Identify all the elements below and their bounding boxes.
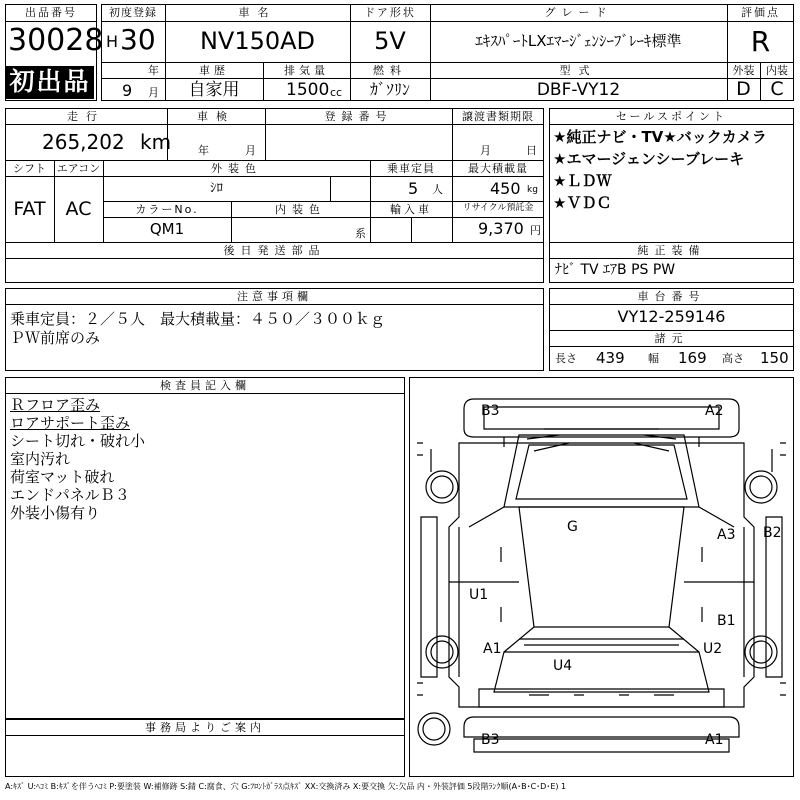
sales-point-item: ★純正ナビ・TV★バックカメラ — [553, 128, 767, 146]
height: 150 — [760, 349, 789, 367]
inspector-line: 荷室マット破れ — [10, 468, 115, 486]
exterior-color: ｼﾛ — [210, 181, 223, 196]
reg-year-unit: 年 — [148, 64, 159, 77]
color-label: 外装色 — [211, 162, 262, 175]
reg-number-label: 登録番号 — [324, 110, 393, 123]
color-number-label: カラーNo. — [135, 203, 199, 216]
door-type: 5V — [374, 27, 406, 55]
width-label: 幅 — [648, 352, 659, 365]
height-label: 高さ — [722, 352, 744, 365]
recycle-fee: 9,370 — [478, 219, 524, 238]
office-label: 事務局よりご案内 — [145, 721, 265, 734]
ac: AC — [65, 198, 92, 220]
shift-label: シフト — [13, 162, 46, 175]
first-listing-label: 初出品 — [9, 67, 91, 96]
import-label: 輸入車 — [390, 203, 432, 216]
chassis-number: VY12-259146 — [617, 307, 726, 326]
equipment: ﾅﾋﾞ TV ｴｱB PS PW — [555, 262, 676, 278]
max-load-unit: kg — [527, 185, 538, 195]
length: 439 — [596, 349, 625, 367]
transfer-day-unit: 日 — [526, 144, 537, 157]
score-label: 評価点 — [741, 6, 780, 19]
grade: ｴｷｽﾊﾟｰﾄLXｴﾏｰｼﾞｪﾝｼｰﾌﾞﾚｰｷ標準 — [475, 32, 682, 50]
car-diagram — [409, 377, 794, 777]
inspector-line: シート切れ・破れ小 — [10, 432, 146, 450]
mileage: 265,202 — [42, 130, 125, 154]
door-label: ドア形状 — [364, 6, 416, 19]
damage-mark: A3 — [717, 527, 736, 543]
reg-month: 9 — [122, 81, 133, 100]
recycle-fee-unit: 円 — [530, 224, 541, 237]
sales-point-item: ★ＶＤＣ — [553, 194, 612, 212]
damage-mark: U1 — [469, 587, 489, 603]
model-label: 型式 — [559, 64, 598, 77]
inspector-line: 室内汚れ — [10, 450, 71, 468]
interior-color-label: 内装色 — [275, 203, 326, 216]
ac-label: エアコン — [56, 162, 101, 175]
load-label: 最大積載量 — [468, 162, 528, 175]
mileage-label: 走行 — [67, 110, 105, 123]
car-name-label: 車名 — [238, 6, 277, 19]
length-label: 長さ — [555, 352, 577, 365]
damage-mark: B3 — [481, 732, 500, 748]
interior-color-unit: 系 — [355, 227, 366, 240]
notes-line: ＰＷ前席のみ — [10, 329, 101, 347]
reg-era: H — [106, 32, 119, 51]
reg-label: 初度登録 — [109, 6, 157, 19]
sales-points-label: セールスポイント — [615, 110, 727, 123]
capacity-unit: 人 — [432, 183, 443, 196]
damage-mark: A2 — [705, 403, 724, 419]
legend: A:ｷｽﾞ U:ﾍｺﾐ B:ｷｽﾞを伴うﾍｺﾐ P:要塗装 W:補修跡 S:錆 C:腐食、穴 G:ﾌﾛﾝﾄｶﾞﾗｽ点ｷｽﾞ XX:交換済み X:要交換 欠:欠品 内・外装評価 5段階ﾗﾝｸ順(A･B･C･D･E) 1 — [5, 782, 567, 791]
model: DBF-VY12 — [536, 80, 621, 100]
inspection-month-unit: 月 — [245, 144, 256, 157]
damage-mark: B2 — [763, 525, 782, 541]
interior-label: 内装 — [766, 64, 788, 77]
exterior-label: 外装 — [732, 64, 755, 77]
sales-point-item: ★エマージェンシーブレーキ — [553, 150, 745, 168]
displacement: 1500 — [286, 80, 330, 100]
notes-line: 乗車定員：２／５人 最大積載量：４５０／３００ｋｇ — [10, 310, 386, 328]
displacement-unit: cc — [330, 86, 343, 99]
recycle-label: リサイクル預託金 — [462, 203, 534, 213]
reg-year: 30 — [120, 23, 156, 56]
damage-mark: G — [567, 519, 578, 535]
fuel: ｶﾞｿﾘﾝ — [369, 80, 410, 99]
displacement-label: 排気量 — [284, 64, 329, 77]
transfer-month-unit: 月 — [480, 144, 491, 157]
transfer-label: 譲渡書類期限 — [462, 110, 534, 123]
lot-label: 出品番号 — [25, 6, 77, 19]
max-load: 450 — [490, 179, 521, 198]
grade-label: グレード — [544, 6, 613, 19]
mileage-unit: km — [140, 130, 172, 154]
damage-mark: U2 — [703, 641, 723, 657]
inspector-line: ロアサポート歪み — [10, 414, 131, 432]
dimensions-label: 諸元 — [654, 332, 689, 345]
damage-mark: B1 — [717, 613, 736, 629]
inspector-label: 検査員記入欄 — [160, 379, 250, 392]
equipment-label: 純正装備 — [637, 244, 706, 257]
inspector-line: 外装小傷有り — [10, 504, 101, 522]
inspector-line: Ｒフロア歪み — [10, 396, 101, 414]
car-name: NV150AD — [199, 27, 316, 55]
color-number: QM1 — [149, 220, 185, 238]
width: 169 — [678, 349, 707, 367]
inspector-line: エンドパネルＢ３ — [10, 486, 130, 504]
reg-month-unit: 月 — [148, 86, 159, 99]
score: R — [750, 25, 771, 58]
interior-grade: C — [770, 78, 784, 100]
later-parts-label: 後日発送部品 — [223, 244, 326, 257]
notes-label: 注意事項欄 — [237, 290, 312, 303]
damage-mark: A1 — [705, 732, 724, 748]
capacity: 5 — [408, 179, 419, 198]
capacity-label: 乗車定員 — [387, 162, 435, 175]
damage-mark: B3 — [481, 403, 500, 419]
sales-point-item: ★ＬＤＷ — [553, 172, 612, 190]
fuel-label: 燃料 — [373, 64, 407, 77]
history: 自家用 — [188, 80, 240, 100]
exterior-grade: D — [736, 78, 751, 100]
damage-mark: A1 — [483, 641, 502, 657]
chassis-label: 車台番号 — [637, 290, 706, 303]
shift: FAT — [13, 198, 46, 220]
inspection-year-unit: 年 — [198, 144, 209, 157]
inspection-label: 車検 — [197, 110, 235, 123]
lot-number: 30028 — [8, 23, 104, 58]
history-label: 車歴 — [199, 64, 229, 77]
damage-mark: U4 — [553, 658, 573, 674]
